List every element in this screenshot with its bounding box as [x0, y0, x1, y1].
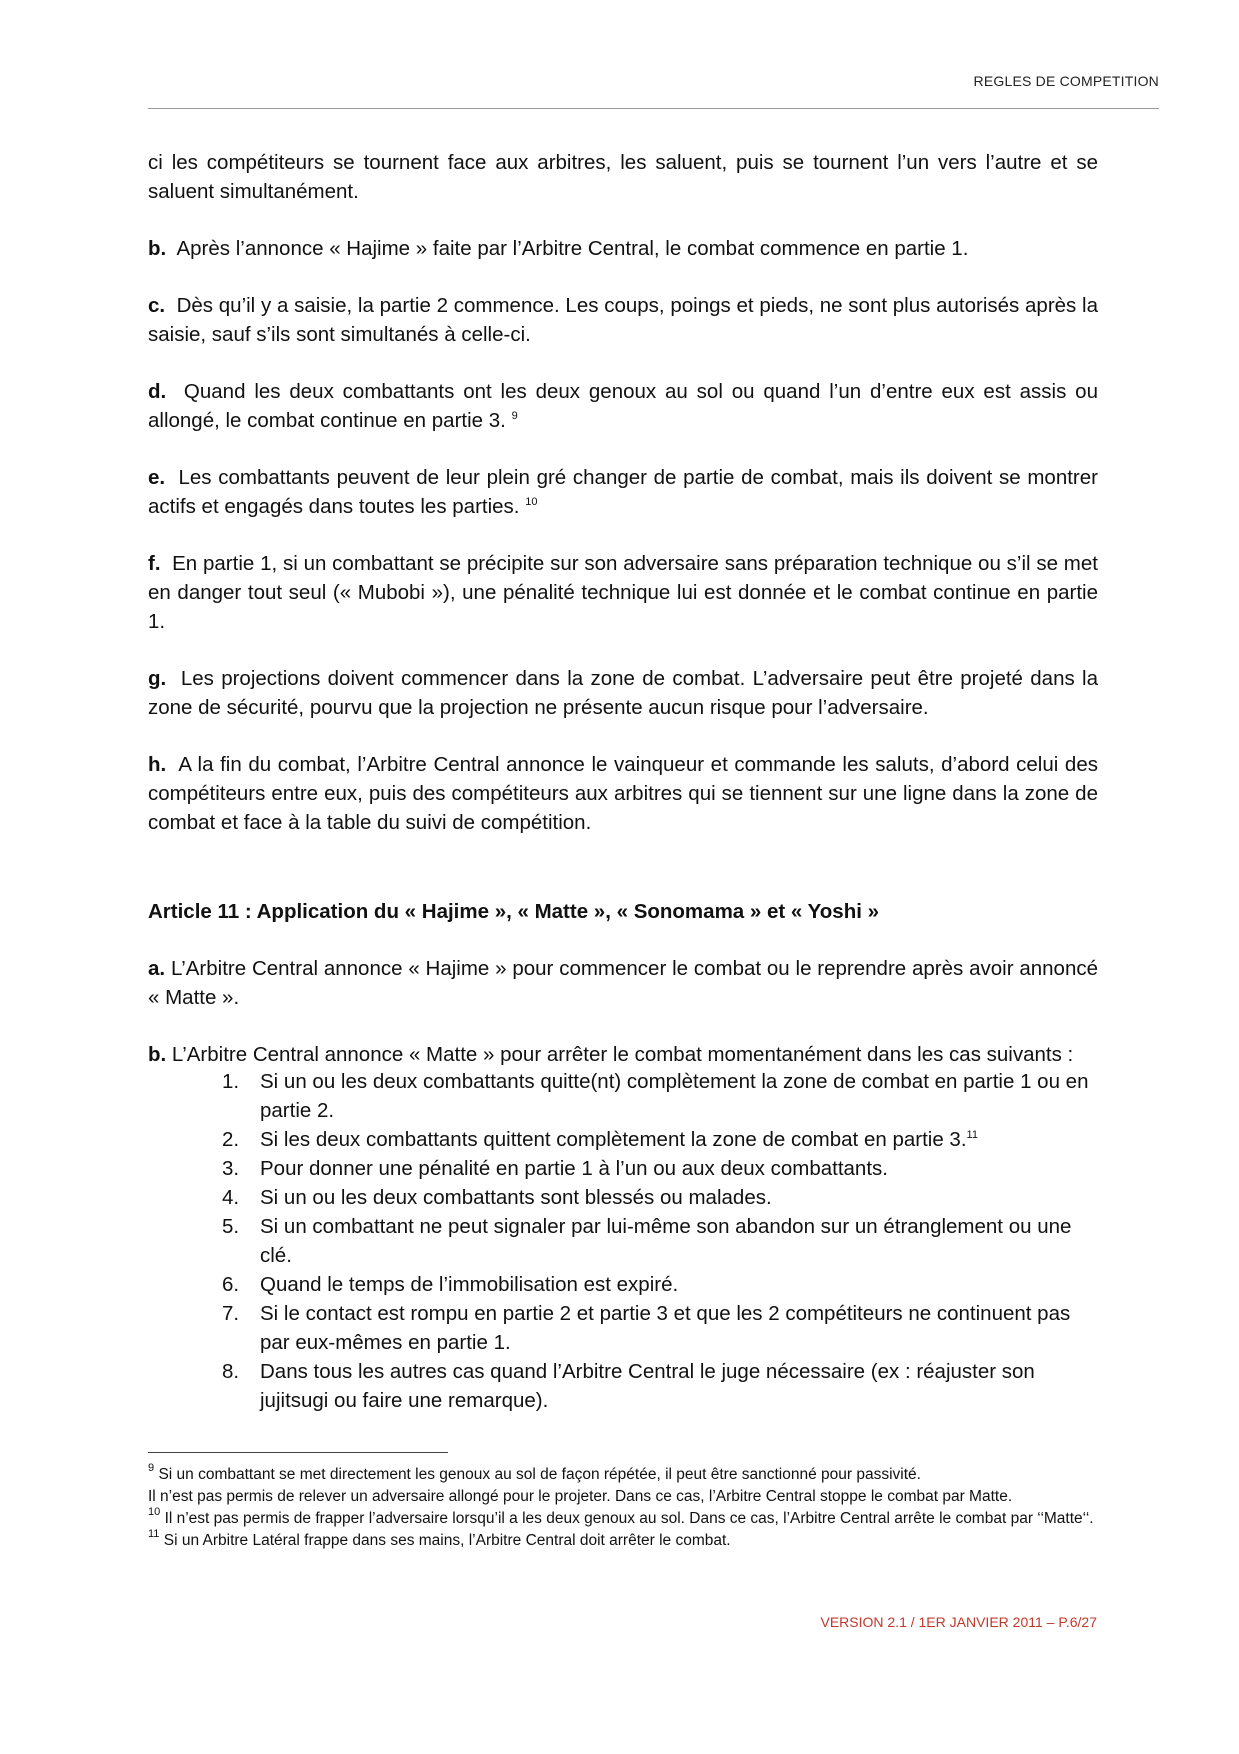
body-content [148, 148, 1098, 1415]
footnote-number: 11 [148, 1528, 160, 1540]
list-item [148, 1154, 1098, 1183]
list-number: 7. [222, 1302, 240, 1325]
list-item [148, 1299, 1098, 1357]
para-text: Dès qu’il y a saisie, la partie 2 commence. Les coups, poings et pieds, ne sont plus autorisés après la saisie, sauf s’ils sont simultanés à celle-ci. [148, 294, 1098, 346]
para-text: Après l’annonce « Hajime » faite par l’Arbitre Central, le combat commence en partie 1. [176, 237, 969, 260]
header-divider [148, 108, 1159, 109]
para-text: Les projections doivent commencer dans la zone de combat. L’adversaire peut être projeté dans la zone de sécurité, pourvu que la projection ne présente aucun risque pour l’adversaire. [148, 667, 1098, 719]
rule-paragraph [148, 148, 1098, 206]
list-text: Quand le temps de l’immobilisation est expiré. [260, 1273, 679, 1296]
list-text: Si un ou les deux combattants quitte(nt) complètement la zone de combat en partie 1 ou en partie 2. [260, 1070, 1089, 1122]
para-label: c. [148, 294, 166, 317]
rule-paragraph [148, 549, 1098, 636]
para-label: e. [148, 466, 166, 489]
para-label: a. [148, 957, 166, 980]
list-number: 4. [222, 1186, 240, 1209]
rule-paragraph [148, 377, 1098, 435]
para-label: b. [148, 237, 167, 260]
para-label: f. [148, 552, 161, 575]
matte-cases-list [148, 1067, 1098, 1415]
list-number: 6. [222, 1273, 240, 1296]
list-item [148, 1125, 1098, 1154]
rule-paragraph [148, 291, 1098, 349]
footnote-divider [148, 1452, 448, 1453]
footnote [148, 1508, 1098, 1530]
footnote-text: Si un Arbitre Latéral frappe dans ses mains, l’Arbitre Central doit arrêter le combat. [163, 1532, 731, 1549]
list-text: Si un ou les deux combattants sont blessés ou malades. [260, 1186, 772, 1209]
footnote [148, 1530, 1098, 1552]
para-label: h. [148, 753, 167, 776]
rules-paragraphs [148, 148, 1098, 837]
article-para-b [148, 1040, 1098, 1069]
rule-paragraph [148, 750, 1098, 837]
footnote-text: Il n’est pas permis de frapper l’adversaire lorsqu’il a les deux genoux au sol. Dans ce cas, l’Arbitre Central arrête le combat par ‘‘Matte‘‘. [164, 1510, 1094, 1527]
para-text: Les combattants peuvent de leur plein gré changer de partie de combat, mais ils doivent se montrer actifs et engagés dans toutes les parties. [148, 466, 1098, 518]
para-text: L’Arbitre Central annonce « Hajime » pour commencer le combat ou le reprendre après avoir annoncé « Matte ». [148, 957, 1098, 1009]
rule-paragraph [148, 234, 1098, 263]
rule-paragraph [148, 463, 1098, 521]
list-text: Si le contact est rompu en partie 2 et partie 3 et que les 2 compétiteurs ne continuent pas par eux-mêmes en partie 1. [260, 1302, 1071, 1354]
list-item [148, 1183, 1098, 1212]
list-number: 3. [222, 1157, 240, 1180]
para-label: b. [148, 1043, 167, 1066]
rule-paragraph [148, 664, 1098, 722]
footnote-number: 10 [148, 1506, 161, 1518]
footnote-text: Si un combattant se met directement les genoux au sol de façon répétée, il peut être sanctionné pour passivité. [158, 1466, 921, 1483]
article-para-a [148, 954, 1098, 1012]
list-number: 8. [222, 1360, 240, 1383]
para-text: Quand les deux combattants ont les deux genoux au sol ou quand l’un d’entre eux est assis ou allongé, le combat continue en partie 3. [148, 380, 1098, 432]
list-number: 1. [222, 1070, 240, 1093]
footnote-text: Il n’est pas permis de relever un adversaire allongé pour le projeter. Dans ce cas, l’Arbitre Central stoppe le combat par Matte. [148, 1488, 1013, 1505]
list-text: Si les deux combattants quittent complètement la zone de combat en partie 3. [260, 1128, 967, 1151]
footnote-ref: 9 [511, 410, 518, 422]
para-text: En partie 1, si un combattant se précipite sur son adversaire sans préparation technique ou s’il se met en danger tout seul (« Mubobi »), une pénalité technique lui est donnée et le combat continue en partie 1. [148, 552, 1098, 633]
footnotes [148, 1464, 1098, 1552]
footnote-ref: 10 [525, 496, 538, 508]
list-item [148, 1270, 1098, 1299]
page-footer: VERSION 2.1 / 1ER JANVIER 2011 – P.6/27 [820, 1614, 1097, 1630]
footnote [148, 1464, 1098, 1486]
list-text: Dans tous les autres cas quand l’Arbitre Central le juge nécessaire (ex : réajuster son jujitsugi ou faire une remarque). [260, 1360, 1035, 1412]
para-label: g. [148, 667, 167, 690]
footnote-ref: 11 [966, 1129, 978, 1141]
list-text: Pour donner une pénalité en partie 1 à l’un ou aux deux combattants. [260, 1157, 888, 1180]
footnote [148, 1486, 1098, 1508]
para-text: A la fin du combat, l’Arbitre Central annonce le vainqueur et commande les saluts, d’abord celui des compétiteurs entre eux, puis des compétiteurs aux arbitres qui se tiennent sur une ligne dans la zone de combat et face à la table du suivi de compétition. [148, 753, 1098, 834]
list-text: Si un combattant ne peut signaler par lui-même son abandon sur un étranglement ou une clé. [260, 1215, 1072, 1267]
para-text: L’Arbitre Central annonce « Matte » pour arrêter le combat momentanément dans les cas suivants : [171, 1043, 1074, 1066]
running-header: REGLES DE COMPETITION [973, 73, 1159, 89]
article-heading: Article 11 : Application du « Hajime », « Matte », « Sonomama » et « Yoshi » [148, 900, 880, 923]
footnote-number: 9 [148, 1462, 155, 1474]
para-text: ci les compétiteurs se tournent face aux arbitres, les saluent, puis se tournent l’un vers l’autre et se saluent simultanément. [148, 151, 1098, 203]
list-number: 5. [222, 1215, 240, 1238]
list-item [148, 1357, 1098, 1415]
list-item [148, 1212, 1098, 1270]
list-item [148, 1067, 1098, 1125]
list-number: 2. [222, 1128, 240, 1151]
para-label: d. [148, 380, 167, 403]
